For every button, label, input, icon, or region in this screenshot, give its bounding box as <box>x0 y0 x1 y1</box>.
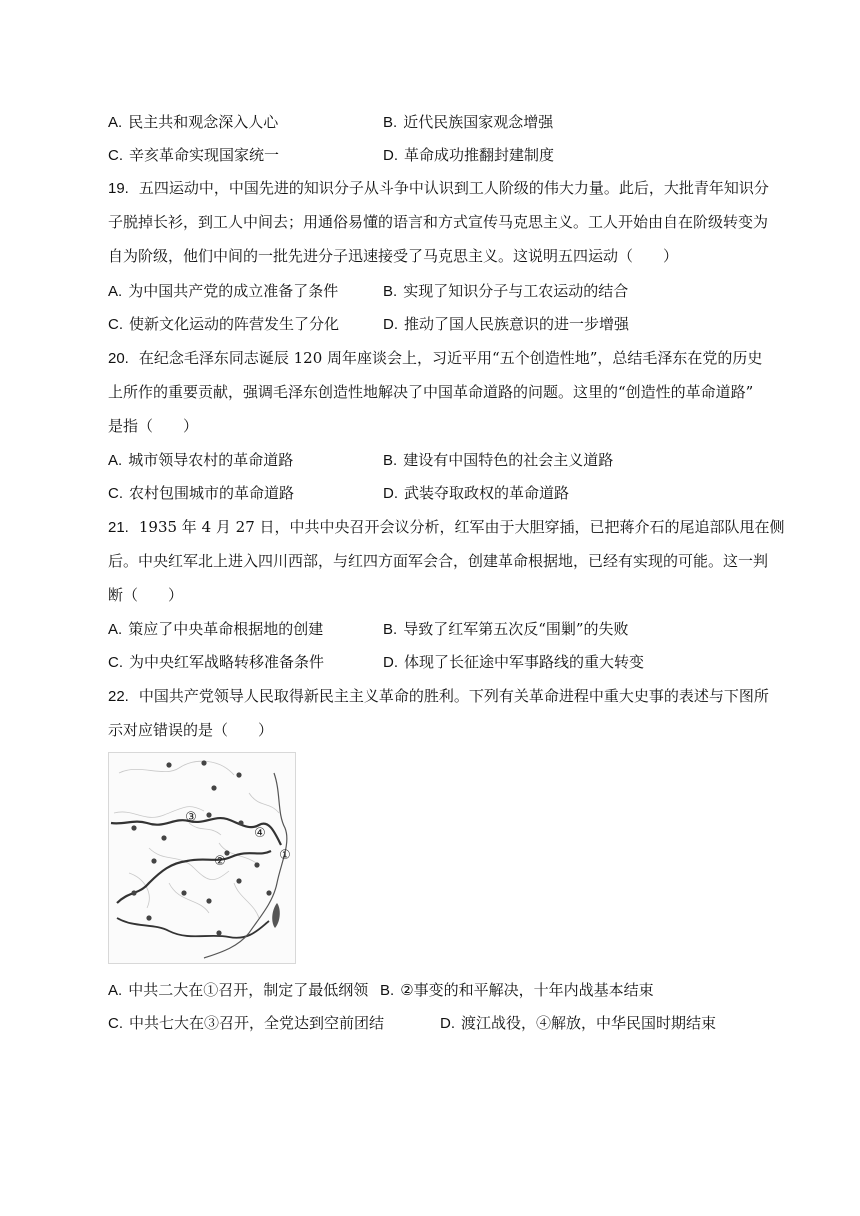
option-text: 为中国共产党的成立准备了条件 <box>128 282 339 300</box>
q21-stem-line-1 <box>108 517 785 538</box>
q18-option-b[interactable] <box>383 112 553 133</box>
option-letter: D. <box>383 654 398 671</box>
q20-option-a[interactable] <box>108 450 293 471</box>
option-text: 民主共和观念深入人心 <box>128 113 279 131</box>
option-text: 辛亥革命实现国家统一 <box>129 146 280 164</box>
option-text: 渡江战役，④解放，中华民国时期结束 <box>461 1014 717 1032</box>
option-letter: C. <box>108 1015 123 1032</box>
option-text: 使新文化运动的阵营发生了分化 <box>129 315 340 333</box>
q22-option-d[interactable] <box>440 1013 716 1034</box>
option-letter: C. <box>108 654 123 671</box>
q22-option-c[interactable] <box>108 1013 384 1034</box>
q19-stem-line-1 <box>108 178 769 199</box>
q19-stem-line-2: 子脱掉长衫，到工人中间去；用通俗易懂的语言和方式宣传马克思主义。工人开始由自在阶级转变为 <box>108 213 769 231</box>
option-letter: C. <box>108 316 123 333</box>
q19-stem-line-3: 自为阶级，他们中间的一批先进分子迅速接受了马克思主义。这说明五四运动（ ） <box>108 247 679 265</box>
map-marker-3: ③ <box>185 810 197 825</box>
option-text: 农村包围城市的革命道路 <box>129 484 295 502</box>
option-text: 体现了长征途中军事路线的重大转变 <box>404 653 645 671</box>
map-drawing <box>109 753 295 963</box>
q18-option-d[interactable] <box>383 145 554 166</box>
q21-option-d[interactable] <box>383 652 644 673</box>
question-number: 19. <box>108 180 129 197</box>
stem-text: 中国共产党领导人民取得新民主主义革命的胜利。下列有关革命进程中重大史事的表述与下图所 <box>138 687 769 705</box>
q18-option-a[interactable] <box>108 112 278 133</box>
question-number: 20. <box>108 350 129 367</box>
option-text: 革命成功推翻封建制度 <box>404 146 555 164</box>
question-number: 22. <box>108 688 129 705</box>
option-letter: D. <box>383 485 398 502</box>
q19-option-c[interactable] <box>108 314 339 335</box>
china-map-figure <box>108 752 296 964</box>
q20-stem-line-2: 上所作的重要贡献，强调毛泽东创造性地解决了中国革命道路的问题。这里的“创造性的革命道路” <box>108 383 754 401</box>
option-text: 中共二大在①召开，制定了最低纲领 <box>128 981 369 999</box>
option-text: 推动了国人民族意识的进一步增强 <box>404 315 630 333</box>
option-text: 武装夺取政权的革命道路 <box>404 484 570 502</box>
q19-option-a[interactable] <box>108 281 338 302</box>
q20-stem-line-1 <box>108 348 762 369</box>
option-letter: A. <box>108 621 123 638</box>
option-letter: A. <box>108 283 123 300</box>
q19-option-b[interactable] <box>383 281 628 302</box>
option-text: 实现了知识分子与工农运动的结合 <box>403 282 629 300</box>
option-letter: B. <box>383 621 398 638</box>
option-letter: D. <box>383 147 398 164</box>
stem-text: 五四运动中，中国先进的知识分子从斗争中认识到工人阶级的伟大力量。此后，大批青年知识分 <box>138 179 769 197</box>
option-letter: B. <box>383 452 398 469</box>
option-text: 策应了中央革命根据地的创建 <box>128 620 324 638</box>
option-letter: D. <box>440 1015 455 1032</box>
q20-option-c[interactable] <box>108 483 294 504</box>
option-text: 中共七大在③召开，全党达到空前团结 <box>129 1014 385 1032</box>
option-letter: B. <box>383 114 398 131</box>
option-letter: B. <box>380 982 395 999</box>
option-text: ②事变的和平解决，十年内战基本结束 <box>400 981 654 999</box>
q22-option-b[interactable] <box>380 980 654 1001</box>
option-letter: A. <box>108 114 123 131</box>
q21-stem-line-3: 断（ ） <box>108 586 184 604</box>
option-letter: C. <box>108 485 123 502</box>
q22-stem-line-1 <box>108 686 769 707</box>
q22-stem-line-2: 示对应错误的是（ ） <box>108 721 274 739</box>
q22-option-a[interactable] <box>108 980 368 1001</box>
map-marker-1: ① <box>279 848 291 863</box>
q20-option-b[interactable] <box>383 450 613 471</box>
option-text: 建设有中国特色的社会主义道路 <box>403 451 614 469</box>
q21-stem-line-2: 后。中央红军北上进入四川西部，与红四方面军会合，创建革命根据地，已经有实现的可能。这一判 <box>108 552 769 570</box>
option-letter: A. <box>108 452 123 469</box>
map-marker-2: ② <box>214 854 226 869</box>
option-letter: B. <box>383 283 398 300</box>
option-letter: D. <box>383 316 398 333</box>
stem-text: 在纪念毛泽东同志诞辰 120 周年座谈会上，习近平用“五个创造性地”，总结毛泽东在党的历史 <box>138 349 763 367</box>
option-text: 为中央红军战略转移准备条件 <box>129 653 325 671</box>
q20-stem-line-3: 是指（ ） <box>108 417 199 435</box>
option-letter: A. <box>108 982 123 999</box>
option-text: 城市领导农村的革命道路 <box>128 451 294 469</box>
map-marker-4: ④ <box>254 826 266 841</box>
question-number: 21. <box>108 519 129 536</box>
q18-option-c[interactable] <box>108 145 279 166</box>
stem-text: 1935 年 4 月 27 日，中共中央召开会议分析，红军由于大胆穿插，已把蒋介石的尾追部队甩在侧 <box>138 518 785 536</box>
q19-option-d[interactable] <box>383 314 629 335</box>
q20-option-d[interactable] <box>383 483 569 504</box>
option-text: 导致了红军第五次反“围剿”的失败 <box>403 620 629 638</box>
option-text: 近代民族国家观念增强 <box>403 113 554 131</box>
q21-option-c[interactable] <box>108 652 324 673</box>
option-letter: C. <box>108 147 123 164</box>
q21-option-a[interactable] <box>108 619 323 640</box>
q21-option-b[interactable] <box>383 619 629 640</box>
